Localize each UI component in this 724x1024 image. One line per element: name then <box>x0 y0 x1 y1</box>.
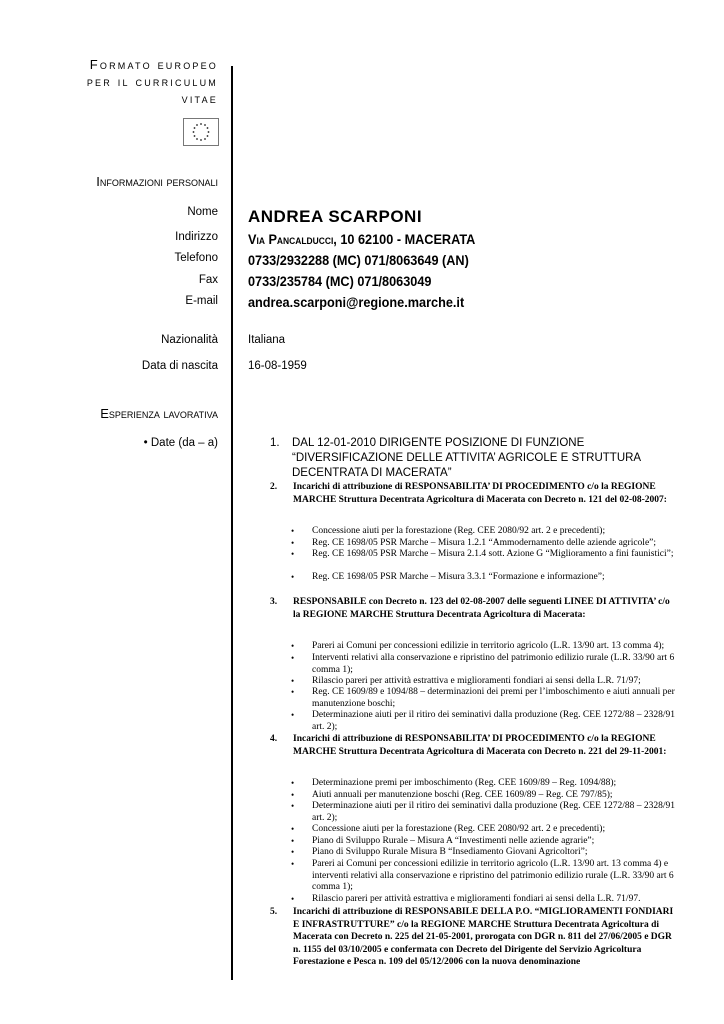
section-title-experience: Esperienza lavorativa <box>100 406 218 421</box>
phone-value: 0733/2932288 (MC) 071/8063649 (AN) <box>248 253 469 268</box>
item-2-heading: Incarichi di attribuzione di RESPONSABILITA’ DI PROCEDIMENTO c/o la REGIONE MARCHE Struttura Decentrata Agricoltura di Macerata con Decreto n. 121 del 02-08-2007: <box>293 482 667 505</box>
list-item: • Piano di Sviluppo Rurale – Misura A “Investimenti nelle aziende agrarie”; <box>312 836 682 848</box>
eu-flag-icon <box>183 118 219 146</box>
birth-date-value: 16-08-1959 <box>248 360 307 372</box>
label-phone: Telefono <box>174 252 218 264</box>
list-item: • Rilascio pareri per attività estrattiva e miglioramenti fondiari ai sensi della L.R. 71/97. <box>312 894 682 906</box>
cv-title-line-3: vitae <box>181 91 218 106</box>
item-4-number: 4. <box>270 734 278 744</box>
vertical-divider <box>231 66 233 980</box>
fax-value: 0733/235784 (MC) 071/8063049 <box>248 274 432 289</box>
nationality-value: Italiana <box>248 334 286 346</box>
item-3-number: 3. <box>270 597 278 607</box>
list-item: • Aiuti annuali per manutenzione boschi (Reg. CEE 1609/89 – Reg. CE 797/85); <box>312 790 682 802</box>
section-title-personal: Informazioni personali <box>96 174 218 189</box>
label-nationality: Nazionalità <box>161 334 218 346</box>
cv-title-line-2: per il curriculum <box>86 74 218 89</box>
list-item: • Piano di Sviluppo Rurale Misura B “Insediamento Giovani Agricoltori”; <box>312 847 682 859</box>
label-address: Indirizzo <box>175 231 218 243</box>
cv-title-line-1: Formato europeo <box>89 57 218 72</box>
label-fax: Fax <box>198 274 218 286</box>
list-item: • Determinazione aiuti per il ritiro dei seminativi dalla produzione (Reg. CEE 1272/88 – 2328/91 art. 2); <box>312 710 682 733</box>
list-item: • Concessione aiuti per la forestazione (Reg. CEE 2080/92 art. 2 e precedenti); <box>312 526 682 538</box>
list-item: • Determinazione premi per imboschimento (Reg. CEE 1609/89 – Reg. 1094/88); <box>312 778 682 790</box>
address-value: Via Pancalducci, 10 62100 - MACERATA <box>248 232 476 247</box>
label-name: Nome <box>187 206 218 218</box>
list-item: • Rilascio pareri per attività estrattiva e miglioramenti fondiari ai sensi della L.R. 71/97; <box>312 676 682 688</box>
list-item: • Pareri ai Comuni per concessioni edilizie in territorio agricolo (L.R. 13/90 art. 13 comma 4) e interventi relativi alla conservazione e ripristino del patrimonio edilizio rurale (L.R. 33/90 art 6 comma 1); <box>312 859 682 894</box>
email-value[interactable]: andrea.scarponi@regione.marche.it <box>248 295 465 310</box>
cv-format-title <box>60 56 218 107</box>
item-4-heading: Incarichi di attribuzione di RESPONSABILITA’ DI PROCEDIMENTO c/o la REGIONE MARCHE Struttura Decentrata Agricoltura di Macerata con Decreto n. 221 del 29-11-2001: <box>293 734 667 757</box>
list-item: • Concessione aiuti per la forestazione (Reg. CEE 2080/92 art. 2 e precedenti); <box>312 824 682 836</box>
list-item: • Reg. CE 1698/05 PSR Marche – Misura 1.2.1 “Ammodernamento delle aziende agricole”; <box>312 538 682 550</box>
label-email: E-mail <box>185 295 218 307</box>
label-date-range: • Date (da – a) <box>143 437 218 449</box>
list-item: • Reg. CE 1609/89 e 1094/88 – determinazioni dei premi per l’imboschimento e aiuti annuali per manutenzione boschi; <box>312 687 682 710</box>
item-2-number: 2. <box>270 482 278 492</box>
list-item: • Reg. CE 1698/05 PSR Marche – Misura 2.1.4 sott. Azione G “Miglioramento a fini faunistici”; <box>312 549 682 561</box>
person-name: ANDREA SCARPONI <box>248 207 423 226</box>
job-1-number: 1. <box>270 437 280 449</box>
item-5-heading: Incarichi di attribuzione di RESPONSABILE DELLA P.O. “MIGLIORAMENTI FONDIARI E INFRASTRUTTURE” c/o la REGIONE MARCHE Struttura Decentrata Agricoltura di Macerata con Decreto n. 225 del 21-05-2001, prorogata con DGR n. 811 del 27/06/2005 e DGR n. 1155 del 03/10/2005 e confermata con Decreto del Dirigente del Servizio Agricoltura Forestazione e Pesca n. 109 del 05/12/2006 con la nuova denominazione <box>293 907 674 967</box>
list-item: • Reg. CE 1698/05 PSR Marche – Misura 3.3.1 “Formazione e informazione”; <box>312 572 682 584</box>
list-item: • Pareri ai Comuni per concessioni edilizie in territorio agricolo (L.R. 13/90 art. 13 comma 4); <box>312 641 682 653</box>
list-item: • Determinazione aiuti per il ritiro dei seminativi dalla produzione (Reg. CEE 1272/88 – 2328/91 art. 2); <box>312 801 682 824</box>
item-5-number: 5. <box>270 907 278 917</box>
job-1-text: DAL 12-01-2010 DIRIGENTE POSIZIONE DI FUNZIONE “DIVERSIFICAZIONE DELLE ATTIVITA’ AGRICOLE E STRUTTURA DECENTRATA DI MACERATA” <box>292 437 641 479</box>
list-item: • Interventi relativi alla conservazione e ripristino del patrimonio edilizio rurale (L.R. 33/90 art 6 comma 1); <box>312 653 682 676</box>
item-3-heading: RESPONSABILE con Decreto n. 123 del 02-08-2007 delle seguenti LINEE DI ATTIVITA’ c/o la REGIONE MARCHE Struttura Decentrata Agricoltura di Macerata: <box>293 597 670 620</box>
label-birth-date: Data di nascita <box>141 360 218 372</box>
